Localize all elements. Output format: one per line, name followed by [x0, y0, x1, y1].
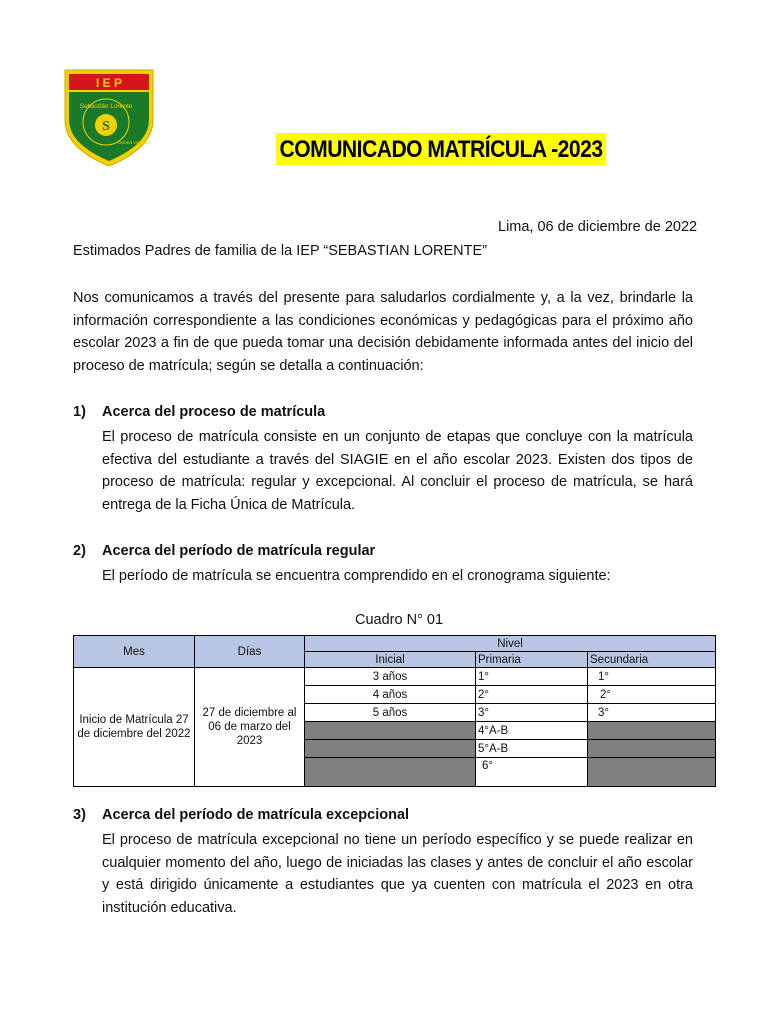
- section-title: Acerca del período de matrícula regular: [102, 543, 376, 559]
- primaria-cell: 5°A-B: [476, 740, 588, 758]
- inicial-cell-empty: [305, 722, 476, 740]
- section-3-heading: [73, 807, 409, 823]
- inicial-cell: 3 años: [305, 668, 476, 686]
- section-1-heading: [73, 404, 325, 420]
- section-number: 1): [73, 404, 86, 420]
- inicial-cell: 4 años: [305, 686, 476, 704]
- header-primaria: Primaria: [476, 652, 588, 668]
- table-row: [74, 668, 716, 686]
- section-2-heading: [73, 543, 375, 559]
- intro-paragraph: Nos comunicamos a través del presente para saludarlos cordialmente y, a la vez, brindarle la información correspondiente a las condiciones económicas y pedagógicas para el próximo año escolar 2023 a fin de que pueda tomar una decisión debidamente informada antes del inicio del proceso de matrícula; según se detalla a continuación:: [73, 290, 693, 375]
- table-caption: Cuadro N° 01: [355, 612, 444, 628]
- secundaria-cell: 3°: [588, 704, 716, 722]
- greeting: Estimados Padres de familia de la IEP “SEBASTIAN LORENTE”: [73, 243, 487, 259]
- primaria-cell: 3°: [476, 704, 588, 722]
- header-secundaria: Secundaria: [588, 652, 716, 668]
- inicial-cell-empty: [305, 740, 476, 758]
- enrollment-schedule-table: [73, 635, 716, 787]
- crest-ring-text: Sebastián Lorente: [79, 103, 133, 110]
- secundaria-cell: 2°: [588, 686, 716, 704]
- dias-cell: 27 de diciembre al 06 de marzo del 2023: [195, 668, 305, 787]
- primaria-cell: 6°: [476, 758, 588, 787]
- date-line: Lima, 06 de diciembre de 2022: [498, 219, 698, 235]
- secundaria-cell-empty: [588, 740, 716, 758]
- section-number: 3): [73, 807, 86, 823]
- inicial-cell-empty: [305, 758, 476, 787]
- primaria-cell: 4°A-B: [476, 722, 588, 740]
- section-number: 2): [73, 543, 86, 559]
- header-mes: Mes: [74, 636, 195, 668]
- secundaria-cell-empty: [588, 722, 716, 740]
- primaria-cell: 1°: [476, 668, 588, 686]
- secundaria-cell: 1°: [588, 668, 716, 686]
- crest-top-text: I E P: [95, 76, 123, 90]
- section-3-body: El proceso de matrícula excepcional no tiene un período específico y se puede realizar en cualquier momento del año, luego de iniciadas las clases y antes de concluir el año escolar y está dirigido únicamente a estudiantes que ya cuenten con matrícula el 2023 en otra institución educativa.: [102, 832, 693, 917]
- primaria-cell: 2°: [476, 686, 588, 704]
- school-crest-logo: [62, 68, 156, 168]
- header-inicial: Inicial: [305, 652, 476, 668]
- crest-motto: ORDEN VERDAD: [117, 140, 151, 145]
- page-title: COMUNICADO MATRÍCULA -2023: [276, 133, 606, 165]
- secundaria-cell-empty: [588, 758, 716, 787]
- header-nivel: Nivel: [305, 636, 716, 652]
- section-title: Acerca del proceso de matrícula: [102, 404, 326, 420]
- section-title: Acerca del período de matrícula excepcional: [102, 807, 410, 823]
- section-2-body: El período de matrícula se encuentra comprendido en el cronograma siguiente:: [102, 568, 611, 584]
- inicial-cell: 5 años: [305, 704, 476, 722]
- mes-cell: Inicio de Matrícula 27 de diciembre del 2022: [74, 668, 195, 787]
- crest-center-letter: S: [102, 119, 110, 134]
- header-dias: Días: [195, 636, 305, 668]
- section-1-body: El proceso de matrícula consiste en un conjunto de etapas que concluye con la matrícula efectiva del estudiante a través del SIAGIE en el año escolar 2023. Existen dos tipos de proceso de matrícula: regular y excepcional. Al concluir el proceso de matrícula, se hará entrega de la Ficha Única de Matrícula.: [102, 429, 693, 514]
